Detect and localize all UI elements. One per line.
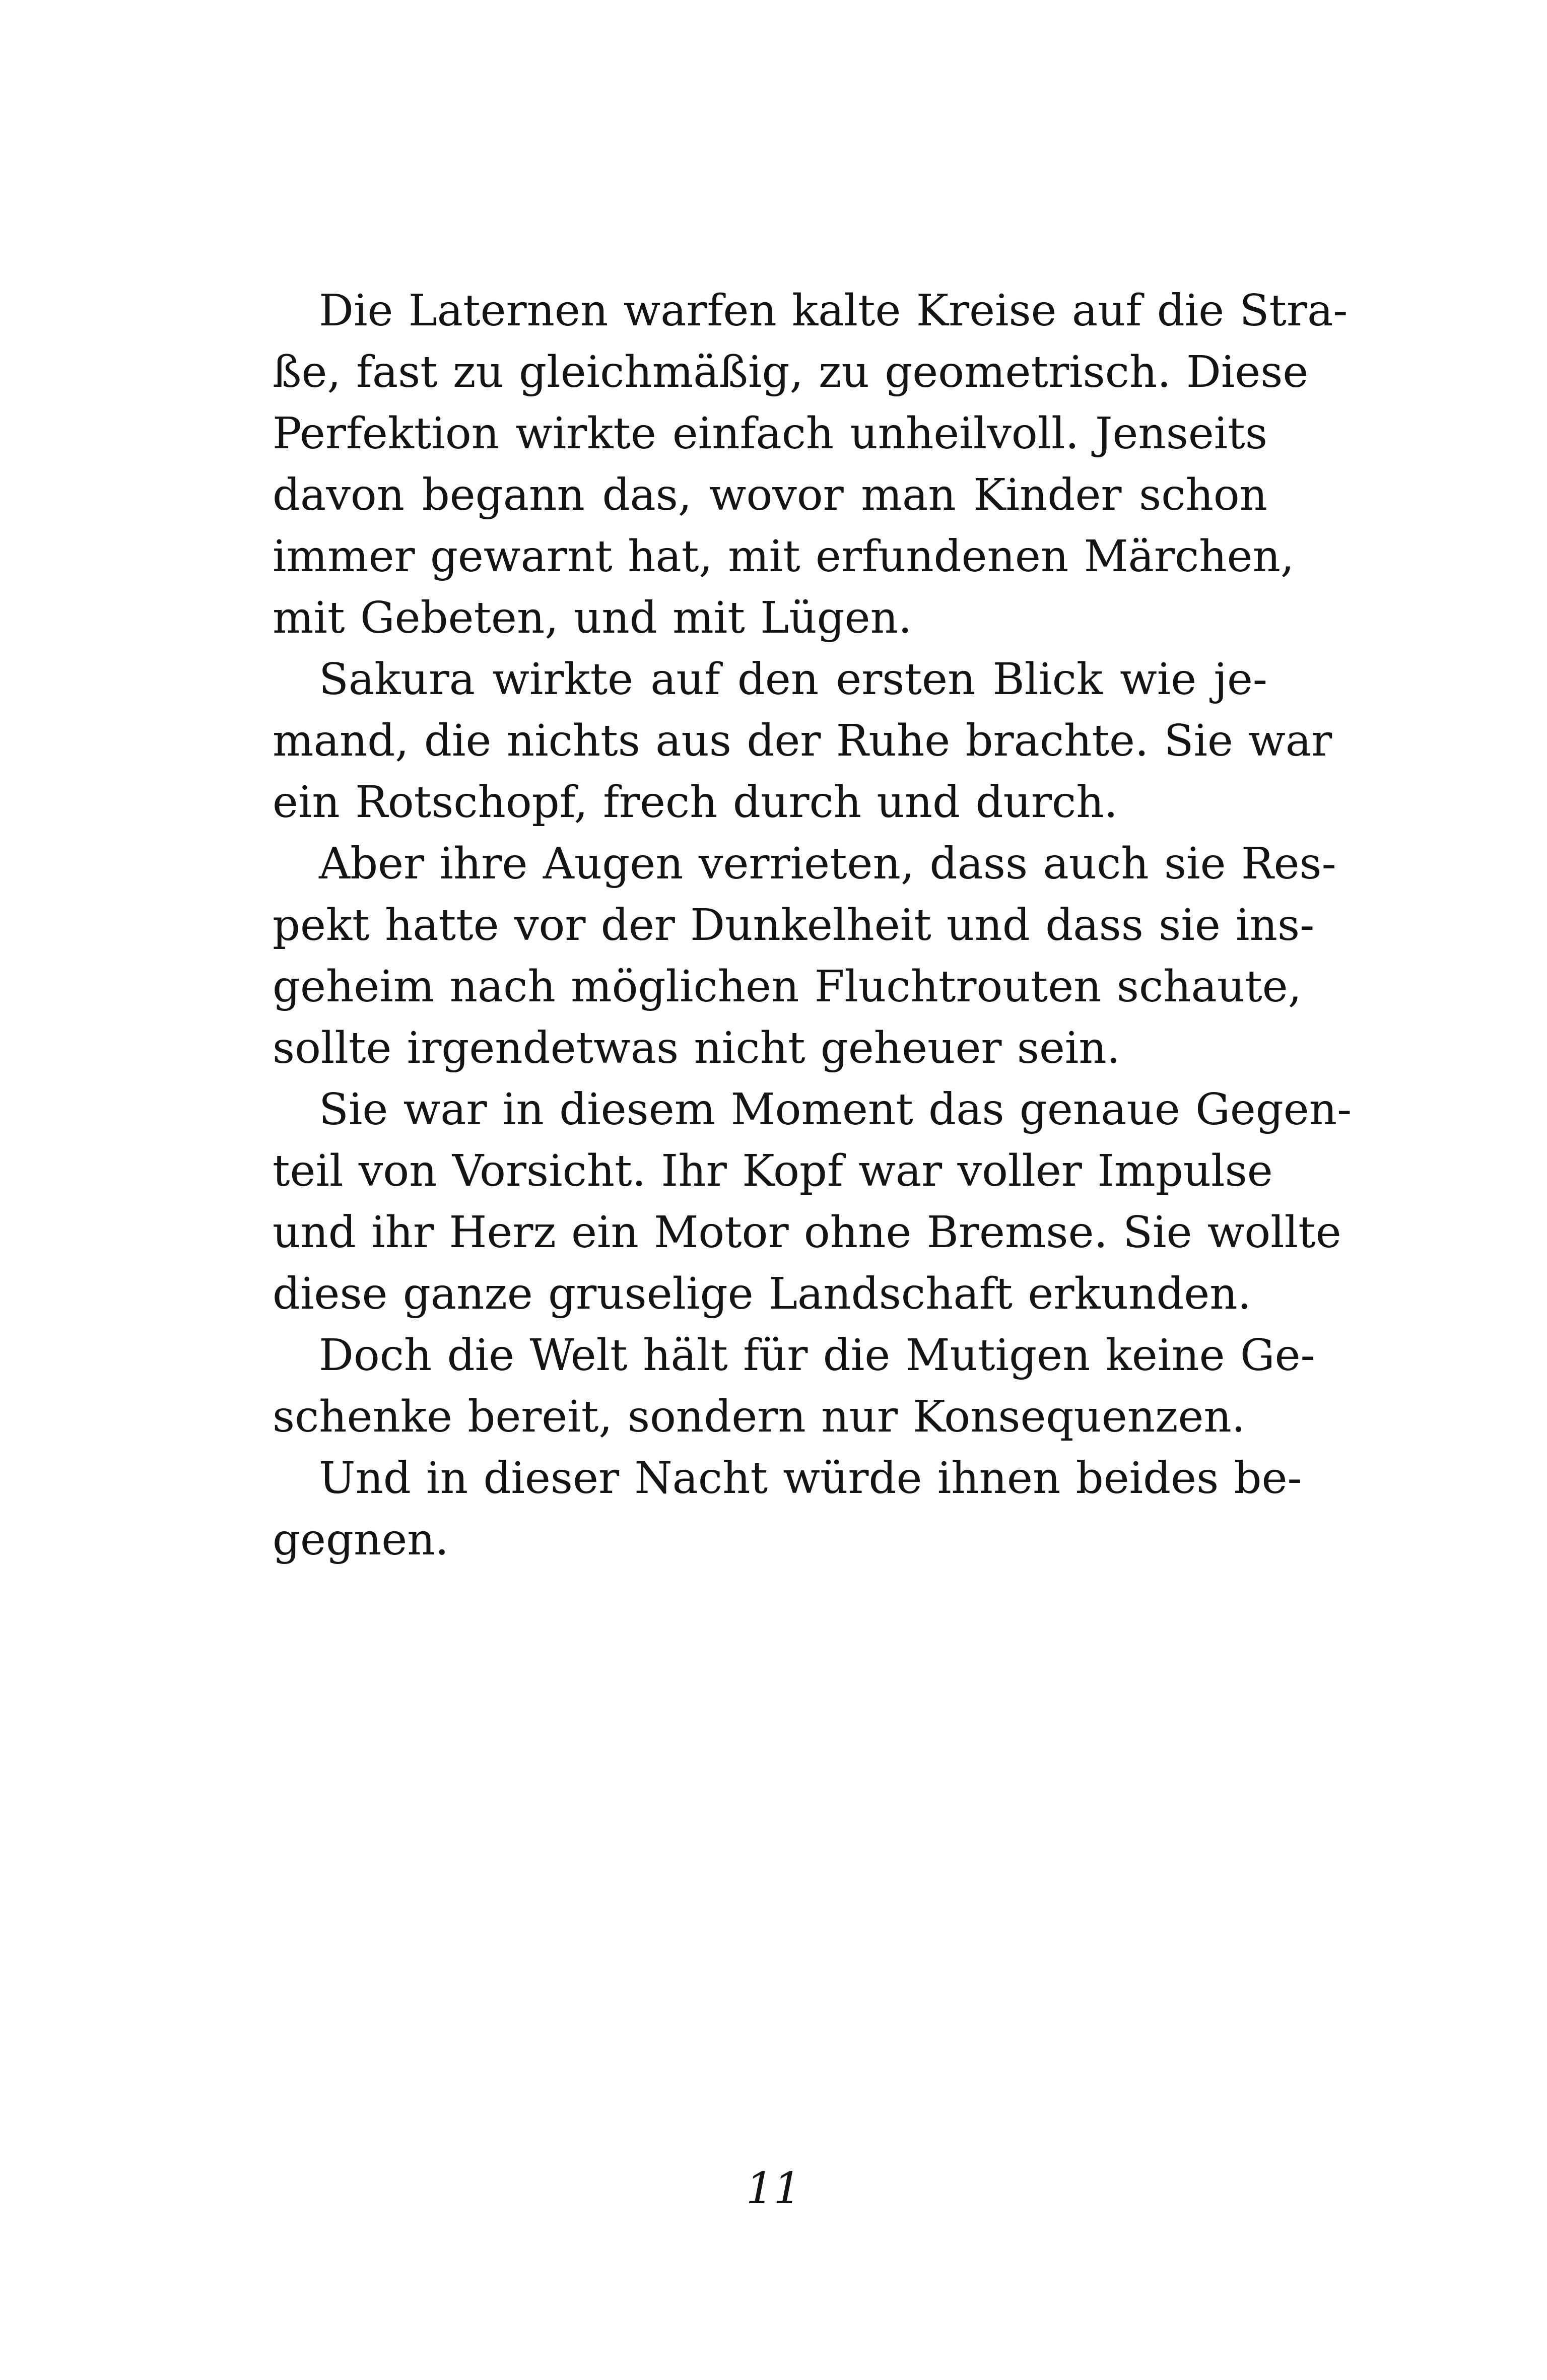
text-line: Die Laternen warfen kalte Kreise auf die Stra-: [319, 286, 1348, 336]
text-line: geheim nach möglichen Fluchtrouten schaute,: [273, 962, 1302, 1012]
text-line: Sie war in diesem Moment das genaue Gegen-: [319, 1084, 1352, 1135]
text-line: schenke bereit, sondern nur Konsequenzen.: [273, 1392, 1246, 1442]
text-line: Perfektion wirkte einfach unheilvoll. Jenseits: [273, 409, 1267, 459]
text-line: Und in dieser Nacht würde ihnen beides be-: [319, 1453, 1302, 1504]
text-line: mand, die nichts aus der Ruhe brachte. Sie war: [273, 716, 1332, 766]
text-line: diese ganze gruselige Landschaft erkunden.: [273, 1269, 1252, 1319]
text-line: Sakura wirkte auf den ersten Blick wie je-: [319, 654, 1267, 705]
text-line: gegnen.: [273, 1515, 449, 1565]
text-line: teil von Vorsicht. Ihr Kopf war voller Impulse: [273, 1146, 1273, 1196]
text-line: Doch die Welt hält für die Mutigen keine Ge-: [319, 1330, 1315, 1381]
text-line: und ihr Herz ein Motor ohne Bremse. Sie wollte: [273, 1207, 1341, 1258]
text-line: pekt hatte vor der Dunkelheit und dass sie ins-: [273, 900, 1315, 950]
text-line: mit Gebeten, und mit Lügen.: [273, 593, 912, 643]
text-line: sollte irgendetwas nicht geheuer sein.: [273, 1023, 1121, 1073]
text-line: ße, fast zu gleichmäßig, zu geometrisch. Diese: [273, 347, 1309, 397]
body-text: [273, 280, 1352, 1571]
page-number: 11: [746, 2163, 801, 2214]
text-line: davon begann das, wovor man Kinder schon: [273, 470, 1267, 520]
text-line: ein Rotschopf, frech durch und durch.: [273, 777, 1118, 828]
text-line: immer gewarnt hat, mit erfundenen Märchen,: [273, 531, 1295, 582]
text-line: Aber ihre Augen verrieten, dass auch sie Res-: [319, 839, 1336, 889]
